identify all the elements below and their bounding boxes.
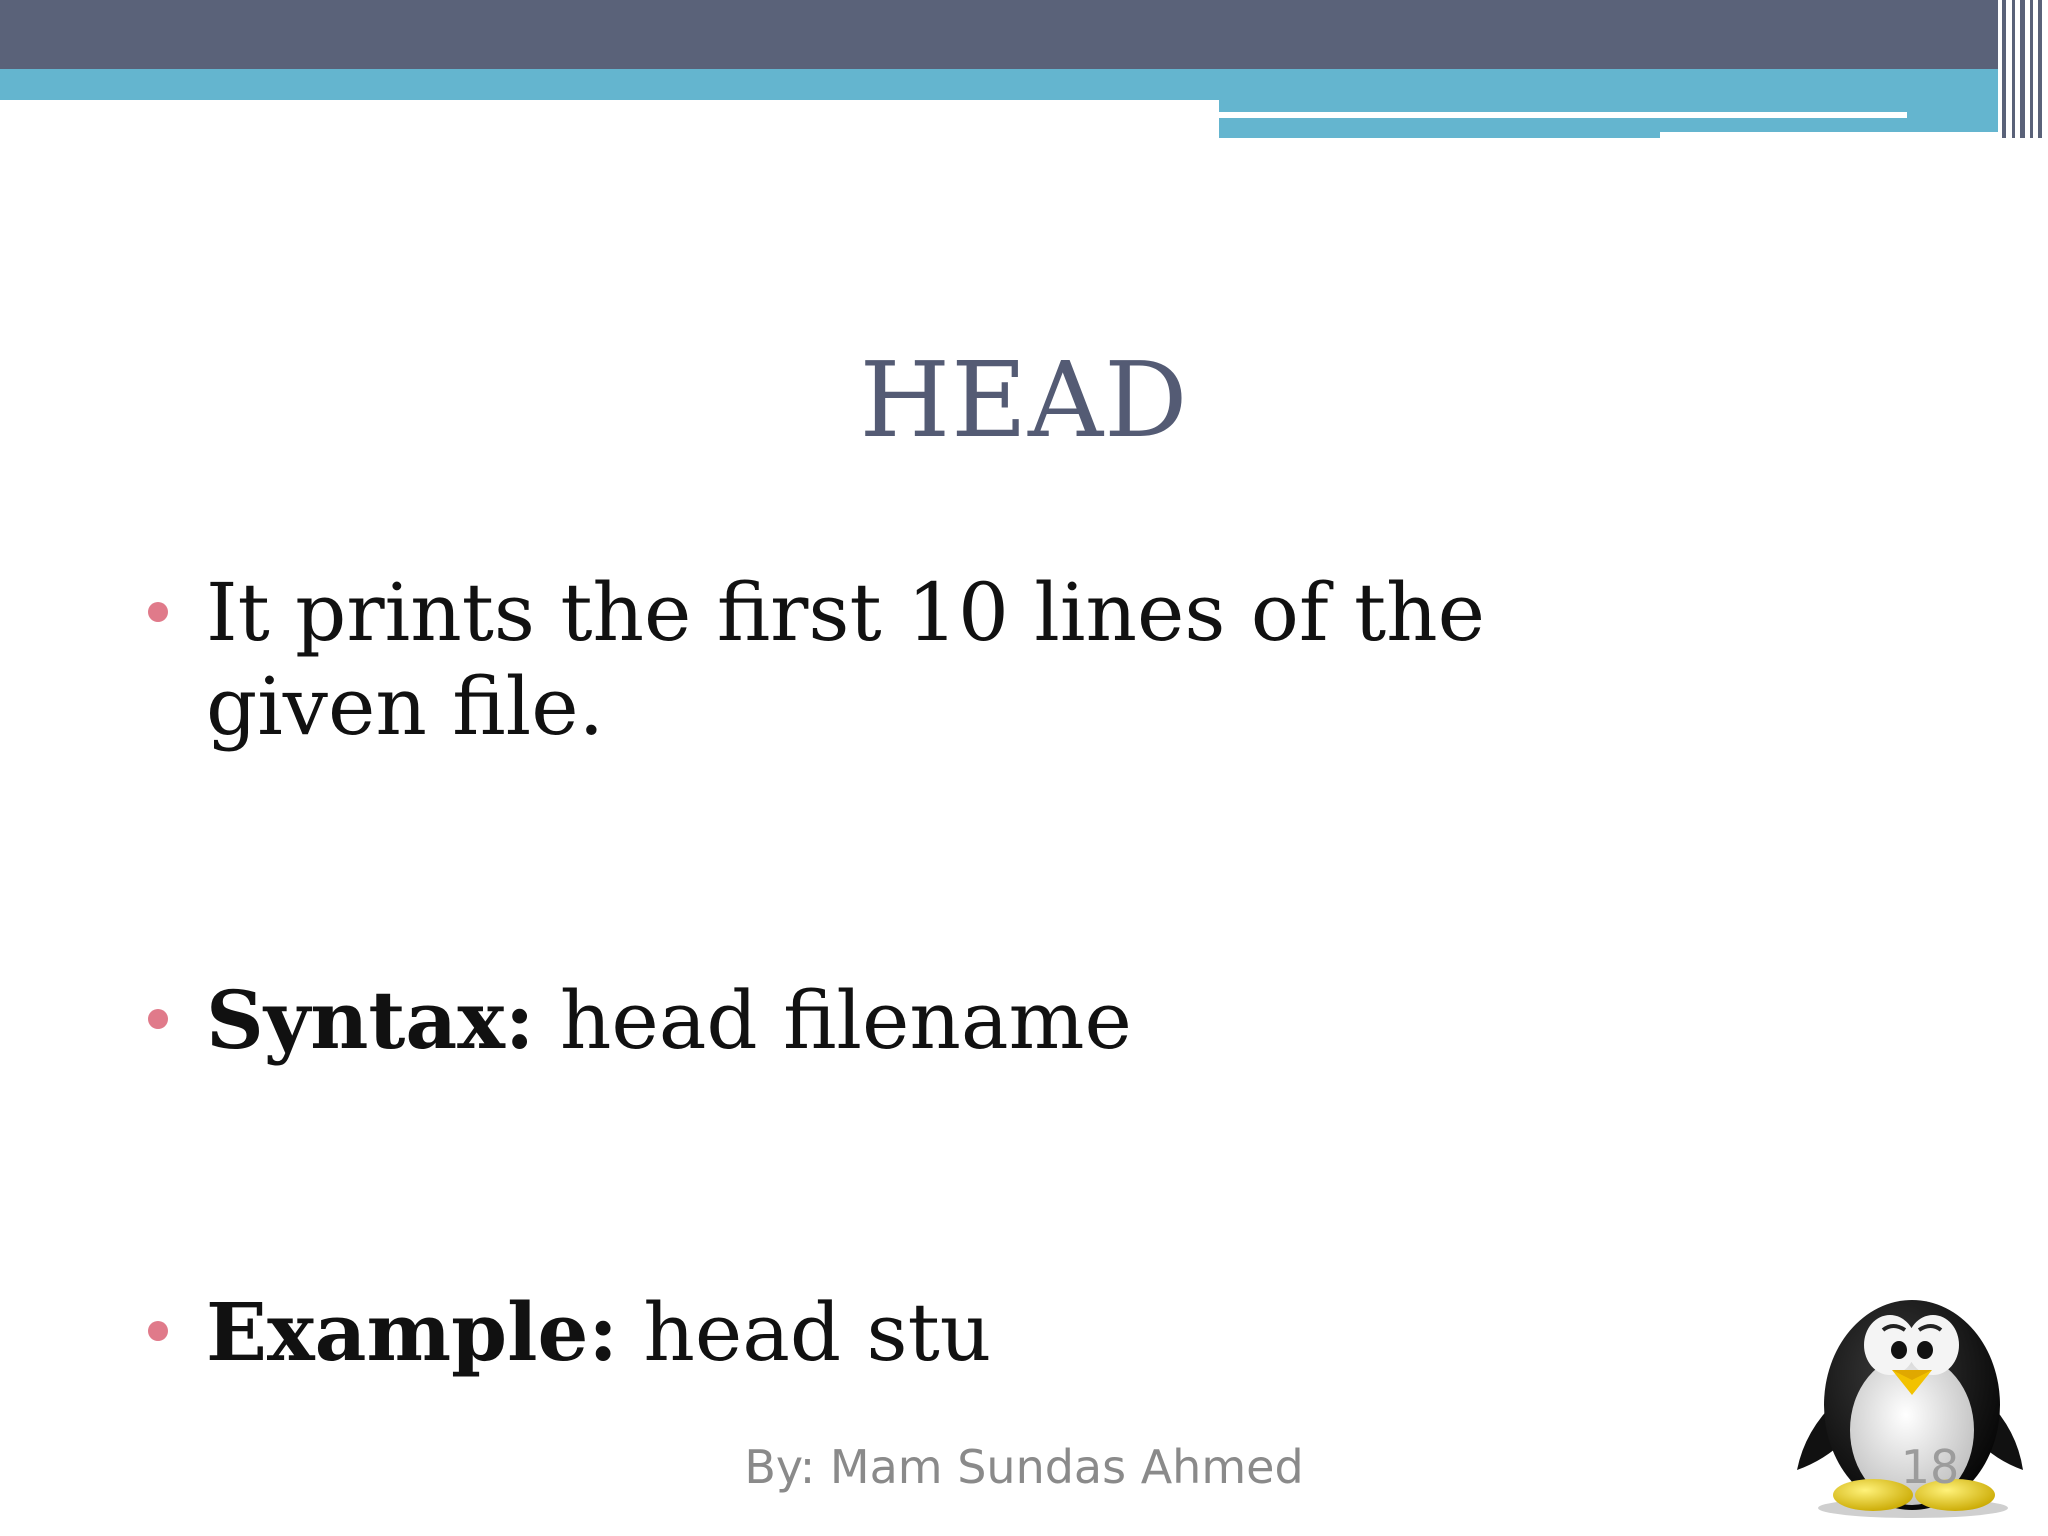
- bullet-icon: [148, 602, 168, 622]
- slide-title: HEAD: [859, 339, 1189, 461]
- header-bar-teal: [0, 69, 1998, 100]
- header-vertical-stripes: [1998, 0, 2048, 140]
- footer-author: By: Mam Sundas Ahmed: [744, 1440, 1304, 1494]
- bullet-icon: [148, 1009, 168, 1029]
- bullet-label: Example:: [206, 1285, 618, 1379]
- bullet-body: head filename: [534, 974, 1132, 1067]
- header-accent-gap: [1660, 132, 1998, 140]
- bullet-label: Syntax:: [206, 973, 535, 1067]
- bullet-text: [206, 973, 1606, 1068]
- bullet-body: head stu: [617, 1286, 992, 1379]
- bullet-text: [206, 566, 1666, 754]
- page-number: 18: [1900, 1440, 1960, 1494]
- bullet-text: [206, 1285, 1606, 1380]
- bullet-icon: [148, 1321, 168, 1341]
- bullet-body: It prints the first 10 lines of the given file.: [206, 566, 1486, 753]
- header-accent-line: [1219, 112, 1907, 118]
- header-bar-dark: [0, 0, 1998, 69]
